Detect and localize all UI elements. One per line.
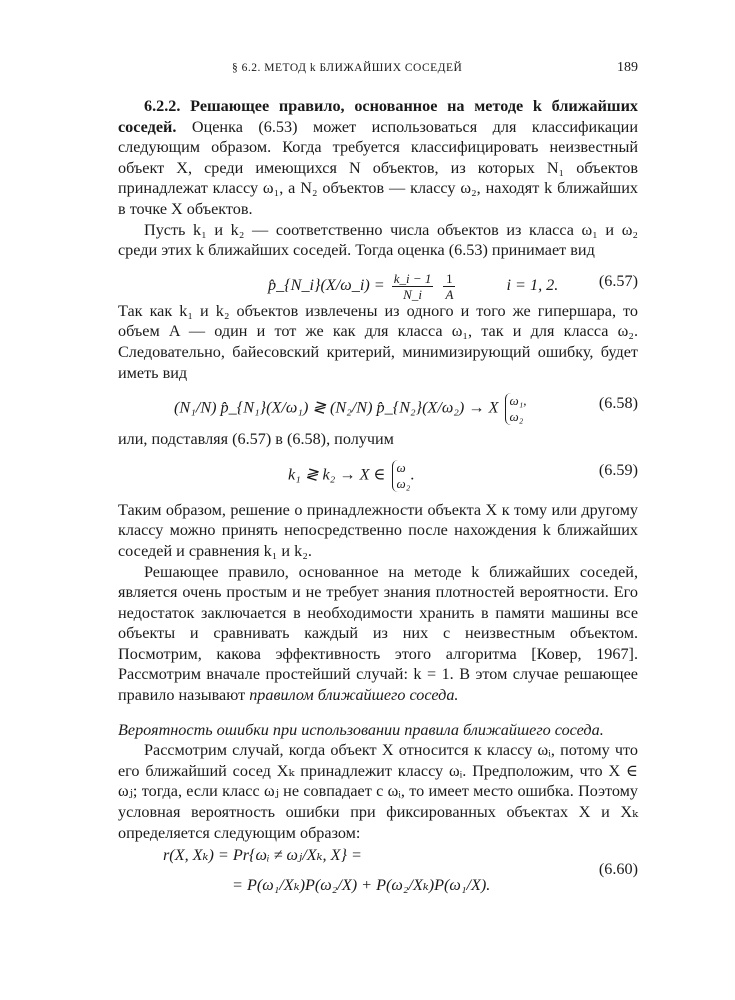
- paragraph-2: Пусть k₁ и k₂ — соответственно числа объектов из класса ω₁ и ω₂ среди этих k ближайших соседей. Тогда оценка (6.53) принимает вид: [118, 220, 638, 260]
- equation-number-6-60: (6.60): [598, 860, 638, 879]
- eq58-brace-bottom: ω₂: [509, 409, 524, 425]
- paragraph-1-text: Оценка (6.53) может использоваться для классификации следующим образом. Когда требуется классифицировать неизвестный объект X, среди имеющихся N объектов, из которых N₁ объектов принадлежат классу ω₁, а N₂ объектов — классу ω₂, находят k ближайших в точке X объектов.: [118, 117, 639, 218]
- eq60-line-1: r(X, Xₖ) = Pr{ωᵢ ≠ ωⱼ/Xₖ, X} =: [163, 846, 362, 865]
- eq57-frac2-denominator: A: [445, 286, 454, 302]
- eq57-frac1-denominator: N_i: [403, 286, 422, 302]
- paragraph-1: [118, 96, 638, 220]
- equation-number-6-58: (6.58): [598, 394, 638, 413]
- paragraph-4: или, подставляя (6.57) в (6.58), получим: [118, 430, 394, 449]
- subsection-heading: Вероятность ошибки при использовании правила ближайшего соседа.: [118, 720, 604, 739]
- eq57-fraction-1: [392, 271, 434, 302]
- paragraph-6-text: Решающее правило, основанное на методе k ближайших соседей, является очень простым и не требует знания плотностей вероятности. Его недостаток заключается в необходимости хранить в памяти машины все объекты и сравнивать каждый из них с неизвестным объектом. Посмотрим, какова эффективность этого алгоритма [Ковер, 1967]. Рассмотрим вначале простейший случай: k = 1. В этом случае решающее правило называют: [118, 562, 638, 705]
- eq59-dot: .: [410, 465, 415, 484]
- page-body: [118, 96, 638, 903]
- page-number: 189: [617, 60, 638, 75]
- eq57-lhs: p̂_{N_i}(X/ω_i) =: [268, 275, 385, 294]
- equation-number-6-59: (6.59): [598, 460, 638, 479]
- eq57-fraction-2: [443, 271, 455, 302]
- eq59-brace-top: ω: [396, 459, 406, 475]
- page-header: [118, 62, 638, 80]
- eq60-line-2: = P(ω₁/Xₖ)P(ω₂/X) + P(ω₂/Xₖ)P(ω₁/X).: [232, 876, 491, 895]
- paragraph-6: [118, 562, 638, 706]
- eq58-body: (N₁/N) p̂_{N₁}(X/ω₁) ≷ (N₂/N) p̂_{N₂}(X/ω₂) → X: [174, 398, 499, 417]
- eq59-brace: [392, 460, 411, 492]
- eq59-body: k₁ ≷ k₂ → X ∈: [288, 465, 386, 484]
- eq57-frac2-numerator: 1: [443, 271, 455, 287]
- eq57-condition: i = 1, 2.: [506, 275, 559, 294]
- paragraph-7: Рассмотрим случай, когда объект X относится к классу ωᵢ, потому что его ближайший сосед Xₖ принадлежит классу ωᵢ. Предположим, что X ∈ ωⱼ; тогда, если класс ωⱼ не совпадает с ωᵢ, то имеет место ошибка. Поэтому условная вероятность ошибки при фиксированных объектах X и Xₖ определяется следующим образом:: [118, 741, 638, 842]
- paragraph-5: Таким образом, решение о принадлежности объекта X к тому или другому классу можно принять непосредственно после нахождения k ближайших соседей и сравнения k₁ и k₂.: [118, 500, 638, 560]
- eq58-brace: [505, 393, 527, 425]
- eq57-frac1-numerator: k_i − 1: [393, 270, 432, 286]
- equation-6-60: [118, 845, 638, 903]
- paragraph-6-italic-term: правилом ближайшего соседа.: [249, 686, 459, 705]
- equation-number-6-57: (6.57): [598, 271, 638, 290]
- paragraph-3: Так как k₁ и k₂ объектов извлечены из одного и того же гипершара, то объем A — один и тот же как для класса ω₁, так и для класса ω₂. Следовательно, байесовский критерий, минимизирующий ошибку, будет иметь вид: [118, 301, 638, 382]
- eq59-brace-bottom: ω₂: [396, 475, 411, 491]
- eq58-brace-top: ω₁,: [509, 393, 527, 409]
- equation-6-57: [118, 261, 638, 301]
- running-head: § 6.2. МЕТОД k БЛИЖАЙШИХ СОСЕДЕЙ: [232, 62, 463, 74]
- equation-6-58: [118, 383, 638, 429]
- equation-6-59: [118, 450, 638, 500]
- section-heading: 6.2.2. Решающее правило, основанное на методе k ближайших соседей.: [118, 97, 638, 136]
